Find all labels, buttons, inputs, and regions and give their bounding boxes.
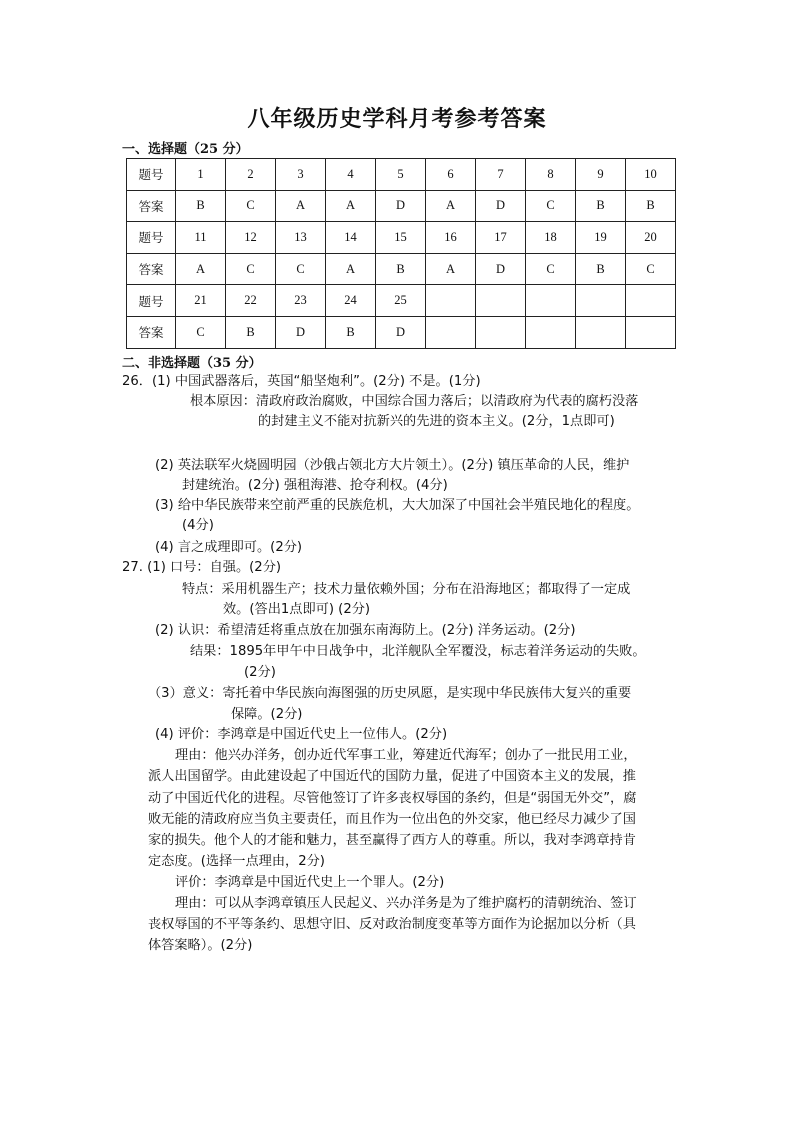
table-cell: 2: [226, 159, 276, 191]
answer-line: (2分): [244, 665, 276, 680]
table-cell: D: [276, 316, 326, 348]
table-cell: D: [376, 316, 426, 348]
row-label: 题号: [127, 285, 176, 317]
table-cell: 18: [526, 222, 576, 254]
table-cell: [576, 316, 626, 348]
table-cell: 21: [176, 285, 226, 317]
answer-line: 特点：采用机器生产；技术力量依赖外国；分布在沿海地区；都取得了一定成: [182, 582, 631, 597]
table-cell: A: [176, 253, 226, 285]
table-cell: 5: [376, 159, 426, 191]
answer-table-row: [127, 253, 676, 285]
table-cell: C: [176, 316, 226, 348]
table-cell: [426, 285, 476, 317]
answer-table-row: [127, 285, 676, 317]
table-cell: 16: [426, 222, 476, 254]
table-cell: [626, 285, 676, 317]
table-cell: 19: [576, 222, 626, 254]
answer-line: 动了中国近代化的进程。尽管他签订了许多丧权辱国的条约，但是“弱国无外交”，腐: [148, 791, 637, 806]
table-cell: 17: [476, 222, 526, 254]
answer-line: (4分): [182, 518, 214, 533]
answer-table-row: [127, 190, 676, 222]
table-cell: C: [626, 253, 676, 285]
table-cell: 23: [276, 285, 326, 317]
table-cell: D: [476, 190, 526, 222]
row-label: 答案: [127, 253, 176, 285]
answer-line: 派人出国留学。由此建设起了中国近代的国防力量，促进了中国资本主义的发展，推: [148, 769, 636, 784]
table-cell: C: [276, 253, 326, 285]
table-cell: 11: [176, 222, 226, 254]
table-cell: [476, 316, 526, 348]
table-cell: A: [426, 190, 476, 222]
answer-line: 理由：可以从李鸿章镇压人民起义、兴办洋务是为了维护腐朽的清朝统治、签订: [175, 896, 637, 911]
answer-line: 败无能的清政府应当负主要责任，而且作为一位出色的外交家，他已经尽力减少了国: [148, 812, 636, 827]
answer-line: （3）意义：寄托着中华民族向海图强的历史夙愿，是实现中华民族伟大复兴的重要: [148, 686, 632, 701]
table-cell: 22: [226, 285, 276, 317]
table-cell: 9: [576, 159, 626, 191]
answer-line: 的封建主义不能对抗新兴的先进的资本主义。(2分，1点即可): [258, 414, 615, 429]
table-cell: B: [176, 190, 226, 222]
answer-line: 封建统治。(2分) 强租海港、抢夺利权。(4分): [182, 478, 448, 493]
answer-table-row: [127, 222, 676, 254]
table-cell: C: [226, 253, 276, 285]
table-cell: [476, 285, 526, 317]
table-cell: B: [576, 253, 626, 285]
table-cell: 8: [526, 159, 576, 191]
table-cell: 10: [626, 159, 676, 191]
answer-line: 定态度。(选择一点理由，2分): [148, 854, 325, 869]
table-cell: 14: [326, 222, 376, 254]
table-cell: D: [476, 253, 526, 285]
answer-table-row: [127, 159, 676, 191]
table-cell: B: [326, 316, 376, 348]
table-cell: A: [426, 253, 476, 285]
answer-line: 家的损失。他个人的才能和魅力，甚至赢得了西方人的尊重。所以，我对李鸿章持肯: [148, 833, 636, 848]
answer-line: (3) 给中华民族带来空前严重的民族危机，大大加深了中国社会半殖民地化的程度。: [155, 498, 640, 513]
table-cell: D: [376, 190, 426, 222]
table-cell: B: [226, 316, 276, 348]
answer-line: 27. (1) 口号：自强。(2分): [122, 560, 282, 575]
answer-table-row: [127, 316, 676, 348]
table-cell: [576, 285, 626, 317]
table-cell: B: [626, 190, 676, 222]
section-1-heading: 一、选择题（25 分）: [122, 142, 249, 157]
table-cell: A: [326, 190, 376, 222]
table-cell: B: [376, 253, 426, 285]
answer-line: 丧权辱国的不平等条约、思想守旧、反对政治制度变革等方面作为论据加以分析（具: [148, 917, 636, 932]
table-cell: 7: [476, 159, 526, 191]
table-cell: 13: [276, 222, 326, 254]
table-cell: C: [526, 253, 576, 285]
table-cell: 6: [426, 159, 476, 191]
answer-line: 评价：李鸿章是中国近代史上一个罪人。(2分): [175, 875, 445, 890]
table-cell: [526, 285, 576, 317]
row-label: 答案: [127, 316, 176, 348]
table-cell: [526, 316, 576, 348]
table-cell: 3: [276, 159, 326, 191]
table-cell: A: [276, 190, 326, 222]
answer-line: (2) 英法联军火烧圆明园（沙俄占领北方大片领土）。(2分) 镇压革命的人民，维护: [155, 458, 630, 473]
table-cell: 25: [376, 285, 426, 317]
answer-line: 根本原因：清政府政治腐败，中国综合国力落后；以清政府为代表的腐朽没落: [190, 394, 639, 409]
table-cell: [626, 316, 676, 348]
table-cell: A: [326, 253, 376, 285]
table-cell: B: [576, 190, 626, 222]
answer-line: 理由：他兴办洋务，创办近代军事工业，筹建近代海军；创办了一批民用工业，: [175, 748, 637, 763]
table-cell: C: [226, 190, 276, 222]
table-cell: [426, 316, 476, 348]
row-label: 题号: [127, 222, 176, 254]
page-title: 八年级历史学科月考参考答案: [247, 106, 547, 132]
answer-line: 结果：1895年甲午中日战争中，北洋舰队全军覆没，标志着洋务运动的失败。: [190, 644, 646, 659]
table-cell: 4: [326, 159, 376, 191]
table-cell: 1: [176, 159, 226, 191]
table-cell: C: [526, 190, 576, 222]
section-2-heading: 二、非选择题（35 分）: [122, 356, 262, 371]
answer-line: 效。(答出1点即可) (2分): [223, 602, 371, 617]
answer-line: 保障。(2分): [231, 707, 303, 722]
answer-table: [126, 158, 676, 349]
row-label: 答案: [127, 190, 176, 222]
table-cell: 20: [626, 222, 676, 254]
answer-line: 26．(1) 中国武器落后，英国“船坚炮利”。(2分) 不是。(1分): [122, 374, 481, 389]
table-cell: 15: [376, 222, 426, 254]
table-cell: 24: [326, 285, 376, 317]
answer-line: (4) 言之成理即可。(2分): [155, 540, 303, 555]
table-cell: 12: [226, 222, 276, 254]
answer-line: (4) 评价：李鸿章是中国近代史上一位伟人。(2分): [155, 727, 448, 742]
row-label: 题号: [127, 159, 176, 191]
answer-line: (2) 认识：希望清廷将重点放在加强东南海防上。(2分) 洋务运动。(2分): [155, 623, 576, 638]
answer-line: 体答案略）。(2分): [148, 938, 253, 953]
